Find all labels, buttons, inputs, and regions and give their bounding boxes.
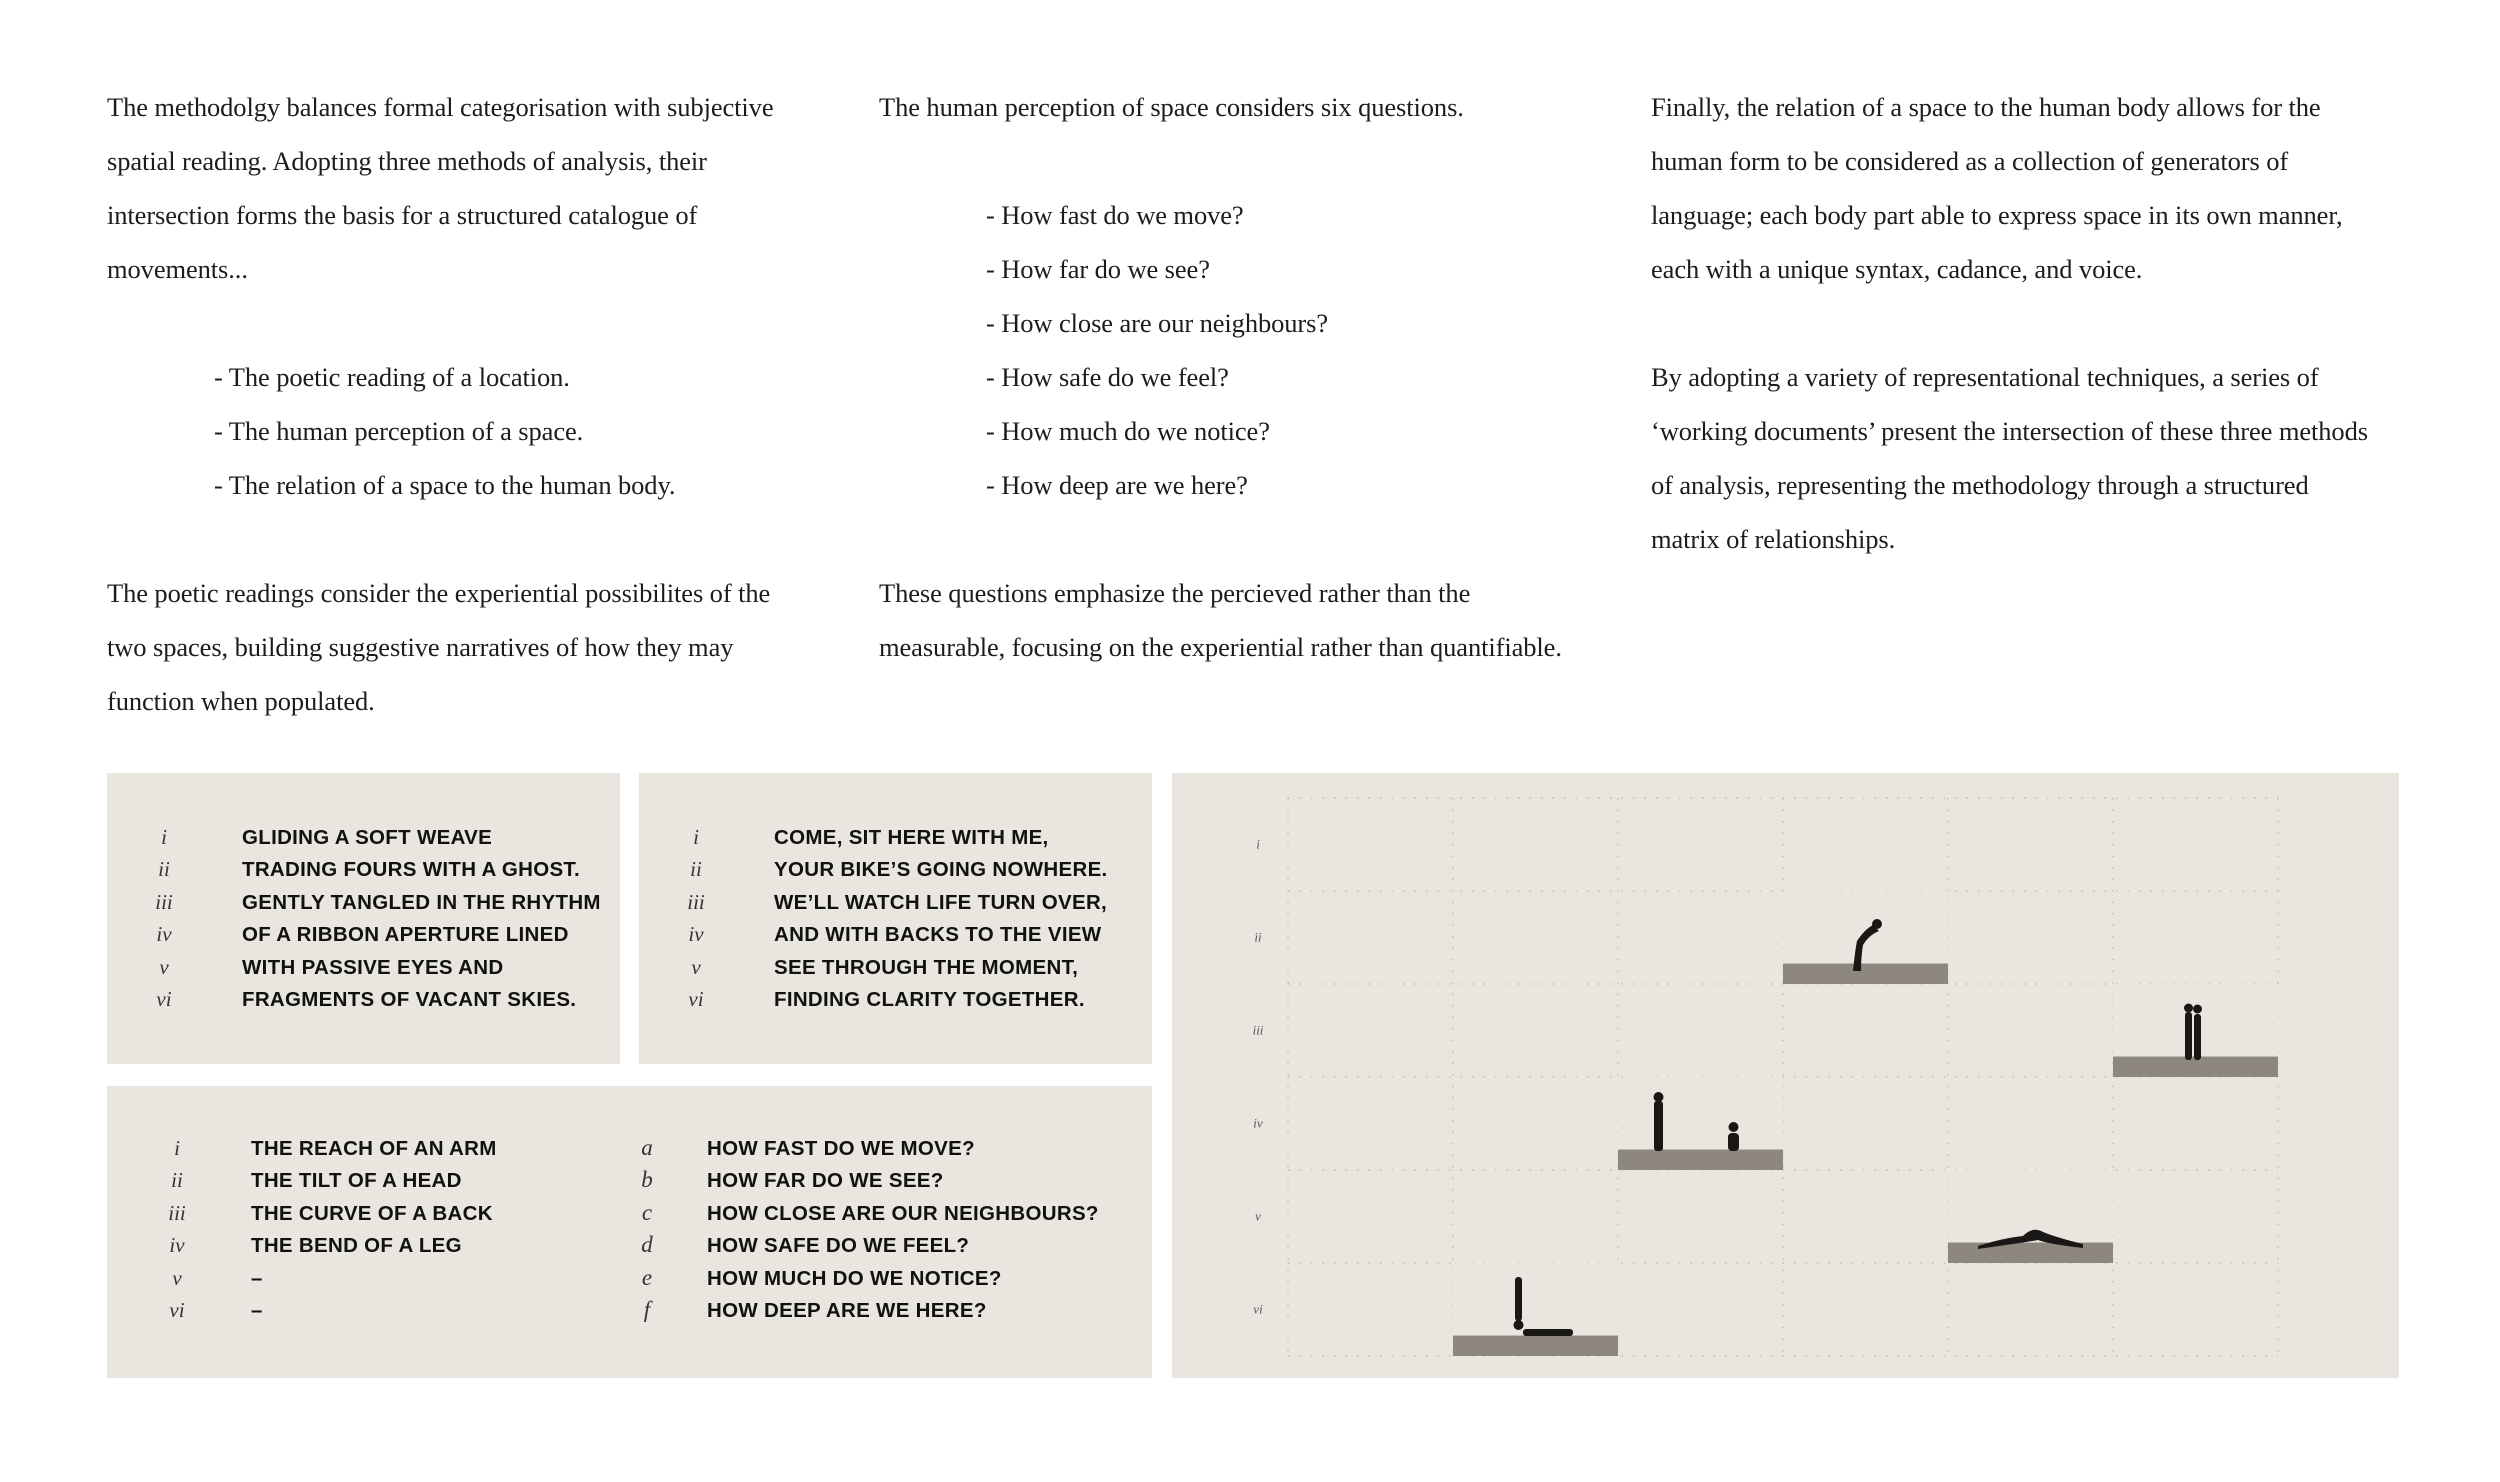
poem-line [134,951,601,983]
line-text: COME, SIT HERE WITH ME, [774,826,1049,849]
poem-line [666,951,1108,983]
line-number: i [174,1136,180,1160]
spacer [107,296,807,350]
line-number: ii [158,857,170,882]
line-number: vi [156,986,172,1011]
poem-list [134,821,601,1015]
questions-list-item: - How fast do we move? [986,200,1244,230]
line-text: YOUR BIKE’S GOING NOWHERE. [774,858,1108,882]
line-letter: f [643,1296,651,1322]
line-text: FRAGMENTS OF VACANT SKIES. [242,987,577,1011]
poem-line [666,853,1108,885]
photo-floor [1783,964,1948,984]
line-letter: d [641,1232,653,1258]
line-number: iv [169,1233,185,1258]
poem-line [666,821,1108,853]
movement-photo [1948,1170,2113,1263]
poem-line [666,983,1108,1015]
line-text: HOW FAST DO WE MOVE? [707,1137,975,1160]
line-text: THE BEND OF A LEG [251,1234,462,1258]
row-label: i [1256,836,1260,852]
question-line [627,1197,1099,1229]
photo-floor [2113,1057,2278,1077]
methods-list-item: - The poetic reading of a location. [214,362,570,392]
poem-line [134,821,601,853]
photo-floor [1618,1150,1783,1170]
column-body-relation [1651,80,2371,566]
movement-photo [1453,1263,1618,1356]
line-text: THE CURVE OF A BACK [251,1201,493,1225]
line-text: – [251,1298,263,1322]
body-relation-paragraph: Finally, the relation of a space to the human body allows for the human form to be considered as a collection of generators of language; each body part able to express space in its own manner, each with a unique syntax, cadance, and voice. [1651,92,2343,284]
spacer [1651,296,2371,350]
figure-head [1514,1320,1524,1330]
question-line [627,1132,1099,1164]
line-letter: b [641,1167,653,1193]
line-number: iv [156,922,172,947]
questions-list [879,188,1579,512]
body-parts-list [147,1132,497,1326]
line-number: iv [688,922,704,947]
line-text: HOW DEEP ARE WE HERE? [707,1298,987,1322]
line-text: GENTLY TANGLED IN THE RHYTHM [242,890,601,914]
line-text: HOW SAFE DO WE FEEL? [707,1234,970,1258]
questions-list-item: - How much do we notice? [986,416,1270,446]
line-number: vi [688,986,704,1011]
row-label: ii [1254,929,1262,945]
line-number: ii [171,1168,183,1193]
figure-head [2184,1004,2193,1013]
methods-list [107,350,807,512]
line-number: v [172,1265,182,1290]
poem-panel-two [639,773,1152,1064]
spacer [107,512,807,566]
movement-photo [2113,984,2278,1077]
figure-silhouette [1515,1277,1522,1321]
spacer [879,512,1579,566]
spacer [879,134,1579,188]
question-line [627,1164,1099,1196]
body-part-line [147,1229,497,1261]
line-number: i [693,825,699,849]
line-letter: e [641,1264,653,1290]
questions-list-item: - How far do we see? [986,254,1210,284]
figure-silhouette [1728,1133,1739,1151]
photo-floor [1453,1336,1618,1356]
line-text: THE REACH OF AN ARM [251,1137,497,1160]
poetic-readings-paragraph: The poetic readings consider the experiential possibilites of the two spaces, building suggestive narratives of how they may function when populated. [107,578,771,716]
movement-matrix-panel [1172,773,2399,1378]
line-number: iii [168,1200,186,1225]
questions-list-item: - How close are our neighbours? [986,308,1329,338]
body-part-line [147,1132,497,1164]
methodology-intro: The methodolgy balances formal categorisation with subjective spatial reading. Adopting three methods of analysis, their intersection forms the basis for a structured catalogue of movements... [107,92,774,284]
poem-list [666,821,1108,1015]
line-text: HOW MUCH DO WE NOTICE? [707,1266,1002,1290]
body-part-line [147,1197,497,1229]
line-text: GLIDING A SOFT WEAVE [242,826,493,849]
figure-silhouette [1654,1101,1663,1151]
poem-line [134,886,601,918]
line-text: HOW CLOSE ARE OUR NEIGHBOURS? [707,1201,1099,1225]
body-part-line [147,1262,497,1294]
line-text: SEE THROUGH THE MOMENT, [774,955,1079,979]
line-text: OF A RIBBON APERTURE LINED [242,923,569,947]
line-text: THE TILT OF A HEAD [251,1169,462,1193]
figure-head [2193,1005,2202,1014]
column-methodology [107,80,807,728]
methods-list-item: - The human perception of a space. [214,416,584,446]
line-letter: c [641,1199,653,1225]
line-letter: a [641,1135,653,1160]
poem-line [134,983,601,1015]
row-label: iv [1253,1115,1263,1131]
figure-silhouette [2185,1012,2192,1060]
figure-head [1872,919,1882,929]
line-text: WE’LL WATCH LIFE TURN OVER, [774,890,1108,914]
question-line [627,1229,1099,1261]
poem-line [134,853,601,885]
poem-line [666,886,1108,918]
line-number: vi [169,1297,185,1322]
line-text: HOW FAR DO WE SEE? [707,1169,944,1193]
line-number: i [161,825,167,849]
row-label: iii [1252,1022,1264,1038]
row-label: vi [1253,1301,1263,1317]
question-line [627,1294,1099,1326]
line-text: FINDING CLARITY TOGETHER. [774,987,1085,1011]
body-questions-panel [107,1086,1152,1378]
movement-photo [1783,891,1948,984]
line-number: v [159,954,169,979]
line-number: iii [155,889,173,914]
working-documents-paragraph: By adopting a variety of representational techniques, a series of ‘working documents’ present the intersection of these three methods of analysis, representing the methodology through a structured matrix of relationships. [1651,362,2368,554]
question-line [627,1262,1099,1294]
poem-line [134,918,601,950]
methods-list-item: - The relation of a space to the human body. [214,470,676,500]
photo-floor [1948,1243,2113,1263]
figure-head [1729,1122,1739,1132]
body-part-line [147,1294,497,1326]
movement-matrix [1172,773,2399,1378]
movement-photo [1618,1077,1783,1170]
line-number: v [691,954,701,979]
poem-line [666,918,1108,950]
line-number: ii [690,857,702,882]
row-label: v [1255,1208,1261,1224]
questions-list-item: - How deep are we here? [986,470,1248,500]
body-part-line [147,1164,497,1196]
poem-panel-one [107,773,620,1064]
line-text: TRADING FOURS WITH A GHOST. [242,858,580,882]
perception-intro: The human perception of space considers six questions. [879,92,1464,122]
figure-silhouette [2194,1014,2201,1060]
questions-caps-list [627,1132,1099,1326]
questions-paragraph: These questions emphasize the percieved rather than the measurable, focusing on the experiential rather than quantifiable. [879,578,1562,662]
line-number: iii [687,889,705,914]
questions-list-item: - How safe do we feel? [986,362,1229,392]
line-text: WITH PASSIVE EYES AND [242,955,504,979]
column-perception [879,80,1579,674]
line-text: AND WITH BACKS TO THE VIEW [774,923,1102,947]
figure-silhouette [1523,1329,1573,1336]
line-text: – [251,1266,263,1290]
figure-head [1654,1092,1664,1102]
